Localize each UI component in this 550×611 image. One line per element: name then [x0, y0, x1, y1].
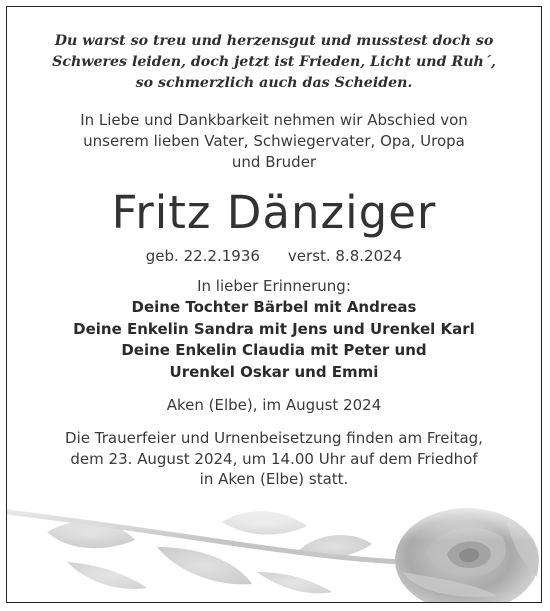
poem-line: Du warst so treu und herzensgut und musstest doch so: [54, 33, 494, 49]
death-date: verst. 8.8.2024: [287, 247, 403, 265]
deceased-name: Fritz Dänziger: [111, 186, 437, 239]
poem-line: so schmerzlich auch das Scheiden.: [135, 75, 413, 91]
funeral-line: dem 23. August 2024, um 14.00 Uhr auf dem Friedhof: [70, 449, 478, 468]
mourner-line: Deine Enkelin Sandra mit Jens und Urenkel Karl: [73, 319, 475, 338]
rose-illustration-icon: [7, 492, 542, 602]
funeral-line: Die Trauerfeier und Urnenbeisetzung finden am Freitag,: [65, 429, 483, 447]
mourner-line: Deine Tochter Bärbel mit Andreas: [131, 298, 417, 316]
funeral-line: in Aken (Elbe) statt.: [199, 470, 349, 488]
place-date: Aken (Elbe), im August 2024: [166, 396, 382, 414]
intro-line: unserem lieben Vater, Schwiegervater, Opa, Uropa: [83, 132, 465, 150]
mourners-list: [7, 297, 541, 383]
memory-label: In lieber Erinnerung:: [197, 277, 351, 295]
mourner-line: Deine Enkelin Claudia mit Peter und: [121, 341, 427, 359]
mourner-line: Urenkel Oskar und Emmi: [169, 362, 379, 381]
intro-line: In Liebe und Dankbarkeit nehmen wir Abschied von: [80, 111, 468, 129]
birth-date: geb. 22.2.1936: [145, 247, 260, 265]
poem-line: Schweres leiden, doch jetzt ist Frieden, Licht und Ruh´,: [52, 54, 496, 70]
obituary-card: [6, 6, 542, 603]
obituary-content: [7, 7, 541, 490]
intro-text: [7, 110, 541, 173]
poem-verse: [7, 31, 541, 94]
life-dates: [7, 246, 541, 266]
intro-line: und Bruder: [231, 153, 317, 171]
funeral-notice: [7, 428, 541, 490]
